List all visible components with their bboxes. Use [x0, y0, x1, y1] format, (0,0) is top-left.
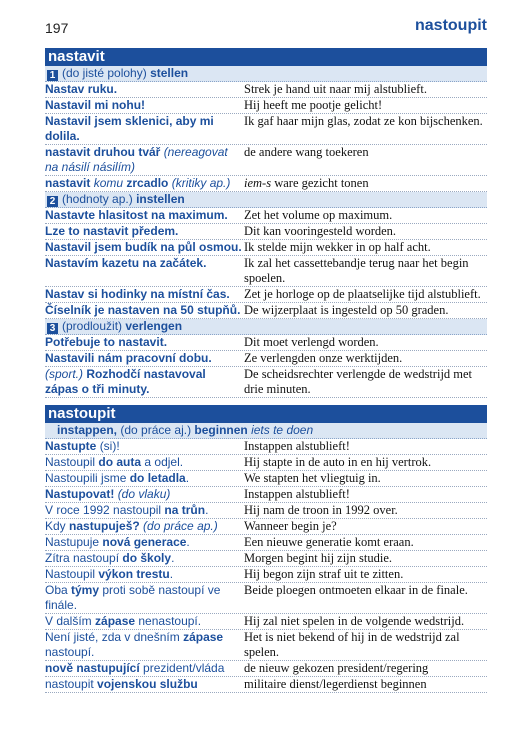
phrase-segment: Dit kan vooringesteld worden.: [244, 224, 397, 238]
phrase-segment: a odjel.: [141, 455, 184, 469]
czech-phrase: [45, 503, 244, 518]
phrase-segment: nastoupí.: [45, 645, 95, 659]
entry-headword: nastavit: [45, 48, 487, 66]
phrase-segment: do školy: [122, 551, 172, 565]
phrase-segment: (sport.): [45, 367, 84, 381]
phrase-segment: Ik zal het cassettebandje terug naar het begin spoelen.: [244, 256, 469, 285]
phrase-segment: V roce 1992 nastoupil: [45, 503, 165, 517]
phrase-segment: .: [186, 535, 190, 549]
sense-block: [45, 423, 487, 693]
phrase-segment: .: [169, 567, 174, 581]
sense-keyword: instellen: [136, 192, 185, 206]
dutch-translation: [244, 630, 487, 660]
phrase-segment: týmy: [71, 583, 100, 597]
czech-phrase: [45, 176, 244, 191]
phrase-segment: zrcadlo: [123, 176, 172, 190]
sense-block: [45, 319, 487, 398]
phrase-segment: Hij begon zijn straf uit te zitten.: [244, 567, 404, 581]
phrase-segment: Potřebuje to nastavit.: [45, 335, 168, 349]
sense-gram: (do práce aj.): [120, 423, 192, 437]
phrase-segment: Nastav si hodinky na místní čas.: [45, 287, 230, 301]
example-row: [45, 455, 487, 471]
dutch-translation: [244, 677, 487, 692]
phrase-segment: De wijzerplaat is ingesteld op 50 graden.: [244, 303, 449, 317]
dutch-translation: [244, 224, 487, 239]
phrase-segment: (si)!: [99, 439, 120, 453]
dutch-translation: [244, 487, 487, 502]
phrase-segment: (do vlaku): [117, 487, 171, 501]
phrase-segment: nenastoupí.: [135, 614, 202, 628]
czech-phrase: [45, 455, 244, 470]
sense-gram: (hodnoty ap.): [62, 192, 133, 206]
example-row: [45, 487, 487, 503]
phrase-segment: nově nastupující: [45, 661, 140, 675]
phrase-segment: Rozhodčí nastavoval zápas o tři minuty.: [45, 367, 206, 396]
czech-phrase: [45, 439, 244, 454]
example-row: [45, 614, 487, 630]
phrase-segment: Lze to nastavit předem.: [45, 224, 179, 238]
example-row: [45, 287, 487, 303]
czech-phrase: [45, 287, 244, 302]
dutch-translation: [244, 240, 487, 255]
phrase-segment: Nastavil jsem sklenici, aby mi dolila.: [45, 114, 214, 143]
dutch-translation: [244, 145, 487, 175]
entry-headword: nastoupit: [45, 405, 487, 423]
sense-number: 1: [47, 70, 58, 81]
example-row: [45, 519, 487, 535]
czech-phrase: [45, 677, 244, 692]
phrase-segment: Nastoupil: [45, 455, 99, 469]
phrase-segment: .: [171, 551, 175, 565]
page-header: [45, 14, 487, 38]
phrase-segment: Nastavím kazetu na začátek.: [45, 256, 207, 270]
dutch-translation: [244, 82, 487, 97]
dutch-translation: [244, 176, 487, 191]
czech-phrase: [45, 303, 244, 318]
phrase-segment: Instappen alstublieft!: [244, 439, 350, 453]
entry-nastavit: [45, 48, 487, 398]
phrase-segment: militaire dienst/legerdienst beginnen: [244, 677, 427, 691]
phrase-segment: Nastupovat!: [45, 487, 118, 501]
dutch-translation: [244, 439, 487, 454]
dutch-translation: [244, 208, 487, 223]
example-row: [45, 351, 487, 367]
phrase-segment: nastoupit: [45, 677, 98, 691]
dutch-translation: [244, 455, 487, 470]
example-row: [45, 677, 487, 693]
example-row: [45, 98, 487, 114]
example-row: [45, 367, 487, 398]
example-row: [45, 224, 487, 240]
example-row: [45, 535, 487, 551]
phrase-segment: Nastavil jsem budík na půl osmou.: [45, 240, 242, 254]
phrase-segment: Číselník je nastaven na 50 stupňů.: [45, 303, 241, 317]
phrase-segment: do letadla: [129, 471, 186, 485]
dutch-translation: [244, 367, 487, 397]
phrase-segment: Hij stapte in de auto in en hij vertrok.: [244, 455, 432, 469]
phrase-segment: Ze verlengden onze werktijden.: [244, 351, 403, 365]
phrase-segment: vojenskou službu: [97, 677, 198, 691]
phrase-segment: Instappen alstublieft!: [244, 487, 350, 501]
phrase-segment: de nieuw gekozen president/regering: [244, 661, 429, 675]
example-row: [45, 471, 487, 487]
czech-phrase: [45, 471, 244, 486]
phrase-segment: Beide ploegen ontmoeten elkaar in de finale.: [244, 583, 468, 597]
phrase-segment: .: [205, 503, 209, 517]
phrase-segment: zápase: [95, 614, 136, 628]
phrase-segment: na trůn: [164, 503, 206, 517]
czech-phrase: [45, 367, 244, 397]
dutch-translation: [244, 303, 487, 318]
phrase-segment: Nastavte hlasitost na maximum.: [45, 208, 228, 222]
phrase-segment: Strek je hand uit naar mij alstublieft.: [244, 82, 427, 96]
phrase-segment: ware gezicht tonen: [271, 176, 369, 190]
phrase-segment: Zet je horloge op de plaatselijke tijd alstublieft.: [244, 287, 481, 301]
czech-phrase: [45, 583, 244, 613]
dutch-translation: [244, 114, 487, 144]
dutch-translation: [244, 471, 487, 486]
sense-header: [45, 192, 487, 208]
phrase-segment: Ik stelde mijn wekker in op half acht.: [244, 240, 431, 254]
czech-phrase: [45, 614, 244, 629]
phrase-segment: výkon trestu: [98, 567, 170, 581]
phrase-segment: nastavit druhou tvář: [45, 145, 164, 159]
phrase-segment: Dit moet verlengd worden.: [244, 335, 379, 349]
example-row: [45, 176, 487, 192]
czech-phrase: [45, 240, 244, 255]
czech-phrase: [45, 256, 244, 286]
sense-keyword-3: iets te doen: [251, 423, 314, 437]
czech-phrase: [45, 630, 244, 660]
page-number: 197: [45, 20, 69, 36]
dutch-translation: [244, 661, 487, 676]
sense-number: 2: [47, 196, 58, 207]
czech-phrase: [45, 98, 244, 113]
example-row: [45, 503, 487, 519]
example-row: [45, 145, 487, 176]
phrase-segment: Nastoupil: [45, 567, 99, 581]
phrase-segment: We stapten het vliegtuig in.: [244, 471, 381, 485]
czech-phrase: [45, 519, 244, 534]
czech-phrase: [45, 114, 244, 144]
sense-header: [45, 66, 487, 82]
czech-phrase: [45, 567, 244, 582]
sense-header: [45, 423, 487, 439]
example-row: [45, 439, 487, 455]
example-row: [45, 114, 487, 145]
phrase-segment: De scheidsrechter verlengde de wedstrijd met drie minuten.: [244, 367, 473, 396]
phrase-segment: Wanneer begin je?: [244, 519, 337, 533]
dutch-translation: [244, 583, 487, 613]
dutch-translation: [244, 287, 487, 302]
dutch-translation: [244, 567, 487, 582]
example-row: [45, 583, 487, 614]
phrase-segment: Hij heeft me pootje gelicht!: [244, 98, 383, 112]
dutch-translation: [244, 535, 487, 550]
phrase-segment: Zet het volume op maximum.: [244, 208, 393, 222]
sense-gram: (do jisté polohy): [62, 66, 147, 80]
phrase-segment: Ik gaf haar mijn glas, zodat ze kon bijschenken.: [244, 114, 483, 128]
phrase-segment: nová generace: [102, 535, 187, 549]
dutch-translation: [244, 335, 487, 350]
example-row: [45, 82, 487, 98]
phrase-segment: prezident/vláda: [139, 661, 225, 675]
sense-keyword: stellen: [150, 66, 189, 80]
czech-phrase: [45, 208, 244, 223]
phrase-segment: .: [185, 471, 190, 485]
phrase-segment: Het is niet bekend of hij in de wedstrijd zal spelen.: [244, 630, 460, 659]
sense-block: [45, 192, 487, 319]
phrase-segment: Een nieuwe generatie komt eraan.: [244, 535, 414, 549]
phrase-segment: Nastupte: [45, 439, 100, 453]
czech-phrase: [45, 551, 244, 566]
running-head: nastoupit: [415, 17, 487, 34]
example-row: [45, 630, 487, 661]
phrase-segment: Nastoupili jsme: [45, 471, 130, 485]
phrase-segment: zápase: [183, 630, 224, 644]
example-row: [45, 551, 487, 567]
phrase-segment: do auta: [98, 455, 142, 469]
example-row: [45, 303, 487, 319]
dutch-translation: [244, 519, 487, 534]
phrase-segment: nastupuješ?: [69, 519, 140, 533]
phrase-segment: Hij zal niet spelen in de volgende wedstrijd.: [244, 614, 465, 628]
dutch-translation: [244, 614, 487, 629]
phrase-segment: nastavit: [45, 176, 94, 190]
dutch-translation: [244, 503, 487, 518]
czech-phrase: [45, 661, 244, 676]
example-row: [45, 240, 487, 256]
entry-nastoupit: [45, 405, 487, 693]
czech-phrase: [45, 535, 244, 550]
example-row: [45, 256, 487, 287]
phrase-segment: V dalším: [45, 614, 96, 628]
sense-keyword: verlengen: [125, 319, 183, 333]
dutch-translation: [244, 551, 487, 566]
czech-phrase: [45, 82, 244, 97]
example-row: [45, 567, 487, 583]
phrase-segment: (do práce ap.): [139, 519, 218, 533]
phrase-segment: Oba: [45, 583, 72, 597]
phrase-segment: Morgen begint hij zijn studie.: [244, 551, 393, 565]
czech-phrase: [45, 335, 244, 350]
phrase-segment: Hij nam de troon in 1992 over.: [244, 503, 398, 517]
phrase-segment: komu: [93, 176, 124, 190]
phrase-segment: iem-s: [244, 176, 272, 190]
sense-block: [45, 66, 487, 192]
czech-phrase: [45, 224, 244, 239]
phrase-segment: Nastavili nám pracovní dobu.: [45, 351, 212, 365]
sense-number: 3: [47, 323, 58, 334]
czech-phrase: [45, 351, 244, 366]
czech-phrase: [45, 487, 244, 502]
dutch-translation: [244, 98, 487, 113]
sense-gram: (prodloužit): [62, 319, 123, 333]
phrase-segment: Nastav ruku.: [45, 82, 118, 96]
phrase-segment: Nastavil mi nohu!: [45, 98, 146, 112]
sense-keyword: instappen,: [57, 423, 118, 437]
dutch-translation: [244, 351, 487, 366]
czech-phrase: [45, 145, 244, 175]
sense-keyword-2: beginnen: [194, 423, 248, 437]
example-row: [45, 208, 487, 224]
phrase-segment: Není jisté, zda v dnešním: [45, 630, 184, 644]
phrase-segment: Zítra nastoupí: [45, 551, 123, 565]
phrase-segment: proti sobě nastoupí ve finále.: [45, 583, 221, 612]
phrase-segment: de andere wang toekeren: [244, 145, 369, 159]
sense-header: [45, 319, 487, 335]
phrase-segment: Kdy: [45, 519, 70, 533]
phrase-segment: (nereagovat na násilí násilím): [45, 145, 228, 174]
dutch-translation: [244, 256, 487, 286]
phrase-segment: (kritiky ap.): [171, 176, 231, 190]
phrase-segment: Nastupuje: [45, 535, 103, 549]
example-row: [45, 335, 487, 351]
example-row: [45, 661, 487, 677]
